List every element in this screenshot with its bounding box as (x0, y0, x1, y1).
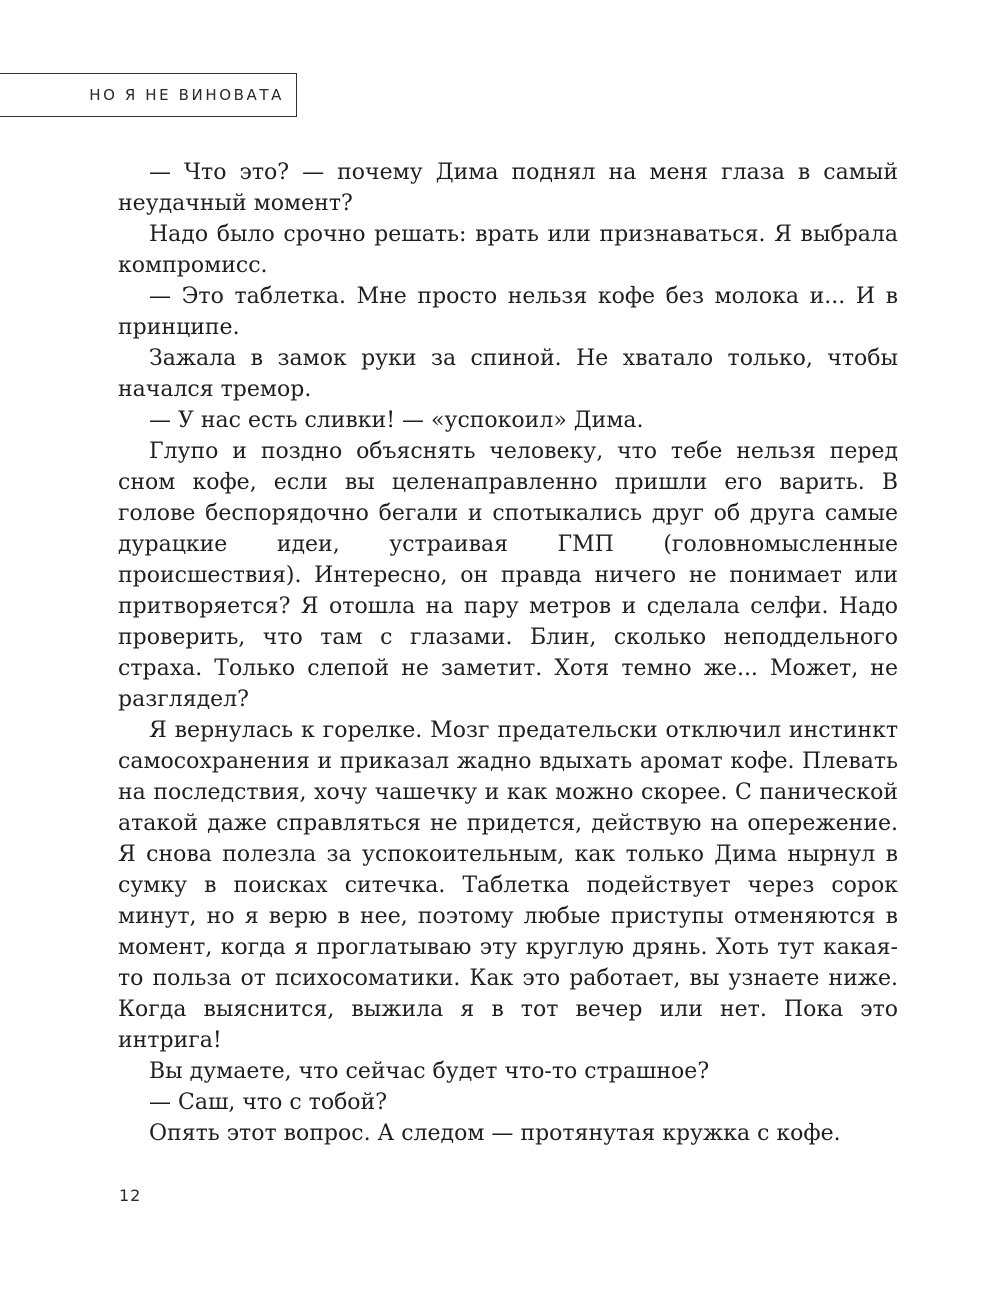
paragraph: — У нас есть сливки! — «успокоил» Дима. (149, 408, 644, 433)
running-header (0, 73, 297, 117)
paragraph: Я вернулась к горелке. Мозг предательски отключил инстинкт самосохранения и приказал жадно вдыхать аромат кофе. Плевать на последствия, хочу чашечку и как можно скорее. С панической атакой даже справляться не придется, действую на опережение. Я снова полезла за успокоительным, как только Дима нырнул в сумку в поисках ситечка. Таблетка подействует через сорок минут, но я верю в нее, поэтому любые приступы отменяются в момент, когда я проглатываю эту круглую дрянь. Хоть тут какая-то польза от психосоматики. Как это работает, вы узнаете ниже. Когда выяснится, выжила я в тот вечер или нет. Пока это интрига! (118, 718, 898, 1053)
paragraph: — Это таблетка. Мне просто нельзя кофе без молока и... И в принципе. (118, 284, 898, 340)
running-header-title: НО Я НЕ ВИНОВАТА (89, 86, 284, 104)
paragraph: — Саш, что с тобой? (149, 1090, 388, 1115)
paragraph: Надо было срочно решать: врать или признаваться. Я выбрала компромисс. (118, 222, 898, 278)
page-text (118, 157, 898, 1149)
paragraph: Опять этот вопрос. А следом — протянутая кружка с кофе. (149, 1121, 841, 1146)
paragraph: — Что это? — почему Дима поднял на меня глаза в самый неудачный момент? (118, 160, 898, 216)
paragraph: Глупо и поздно объяснять человеку, что тебе нельзя перед сном кофе, если вы целенаправленно пришли его варить. В голове беспорядочно бегали и спотыкались друг об друга самые дурацкие идеи, устраивая ГМП (головномысленные происшествия). Интересно, он правда ничего не понимает или притворяется? Я отошла на пару метров и сделала селфи. Надо проверить, что там с глазами. Блин, сколько неподдельного страха. Только слепой не заметит. Хотя темно же... Может, не разглядел? (118, 439, 898, 712)
page-number: 12 (119, 1186, 142, 1205)
paragraph: Вы думаете, что сейчас будет что-то страшное? (149, 1059, 710, 1084)
paragraph: Зажала в замок руки за спиной. Не хватало только, чтобы начался тремор. (118, 346, 898, 402)
